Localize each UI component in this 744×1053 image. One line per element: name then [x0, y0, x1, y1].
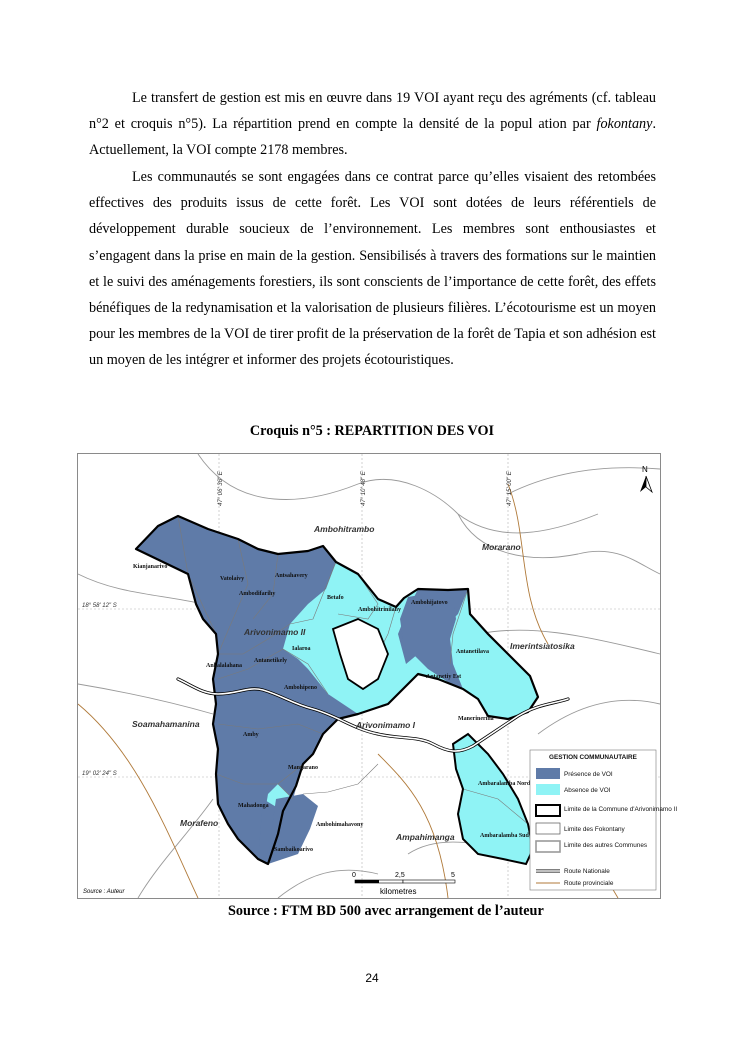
scale-bar [352, 872, 455, 896]
legend-limit-autres: Limite des autres Communes [564, 842, 648, 849]
scale-label-end: 5 [451, 872, 455, 879]
fkt-antanetilava: Antanetilava [456, 649, 489, 655]
page-number: 24 [365, 971, 379, 985]
fkt-mangarano: Mangarano [288, 765, 318, 771]
paragraph-2 [89, 164, 656, 374]
map-svg [78, 454, 678, 898]
label-imerintsiatosika: Imerintsiatosika [510, 641, 575, 651]
legend-limit-commune-text: Limite de la Commune d'Arivonimamo II [564, 806, 678, 813]
fkt-vatolaivy: Vatolaivy [220, 576, 245, 582]
ambaralamba-region [453, 734, 533, 864]
legend-swatch-presence [536, 768, 560, 779]
map-source: Source : Auteur [83, 889, 125, 895]
legend-limit-fokontany: Limite des Fokontany [564, 826, 625, 833]
legend-absence: Absence de VOI [564, 787, 611, 794]
legend-presence: Présence de VOI [564, 771, 613, 778]
scale-label-mid: 2,5 [395, 872, 405, 879]
legend-title: GESTION COMMUNAUTAIRE [549, 754, 637, 761]
label-arivonimamo-i: Arivonimamo I [356, 720, 416, 730]
paragraph-1-end: . Actuellement, la VOI compte 2178 membres. [89, 116, 656, 159]
legend-swatch-absence [536, 784, 560, 795]
paragraph-1-text: Le transfert de gestion est mis en œuvre dans 19 VOI ayant reçu des agréments (cf. tableau n°2 et croquis n°5). La répartition prend en compte la densité de la popul ation par [89, 90, 656, 133]
fkt-betafo: Betafo [327, 595, 344, 601]
label-ambohitrambo: Ambohitrambo [314, 524, 375, 534]
fkt-amby: Amby [243, 732, 259, 738]
coord-lat1: 18° 58' 12" S [82, 603, 117, 609]
north-label: N [642, 465, 648, 474]
sambaikoarivo-region [268, 794, 318, 864]
fkt-antsahavery: Antsahavery [275, 573, 308, 579]
fkt-ambohijatovo: Ambohijatovo [411, 600, 448, 606]
fkt-ialaroa: Ialaroa [292, 646, 311, 652]
coord-lon1: 47° 06' 36" E [218, 471, 224, 506]
paragraph-2-text: Les communautés se sont engagées dans ce contrat parce qu’elles visaient des retombées effectives des produits issus de cette forêt. Les VOI sont dotées de leurs référentiels de développement durable soucieux de l’environnement. Les membres sont enthousiastes et s’engagent dans la prise en main de la gestion. Sensibilisés à travers des formations sur le maintien et le suivi des aménagements forestiers, ils sont conscients de l’importance de cette forêt, des effets bénéfiques de la redynamisation et la valorisation de plusieurs filières. L’écotourisme est un moyen pour les membres de la VOI de tirer profit de la préservation de la forêt de Tapia et son adhésion est un moyen de les intégrer et informer des projets écotouristiques. [89, 169, 656, 369]
scale-unit: kilometres [380, 887, 417, 896]
scale-label-0: 0 [352, 872, 356, 879]
coord-lat2: 19° 02' 24" S [82, 771, 117, 777]
figure-caption: Source : FTM BD 500 avec arrangement de l’auteur [228, 903, 544, 919]
figure-title: Croquis n°5 : REPARTITION DES VOI [249, 423, 495, 439]
paragraph-1 [89, 85, 656, 164]
paragraph-1-italic: fokontany [596, 116, 653, 133]
fkt-manerinerina: Manerinerina [458, 716, 494, 722]
fkt-antanetiy-est: Antanetiy Est [426, 674, 462, 680]
label-morarano: Morarano [482, 542, 521, 552]
legend-limit-commune [564, 806, 677, 813]
fkt-antanetikely: Antanetikely [254, 658, 287, 664]
fkt-ankalalahana: Ankalalahana [206, 663, 243, 669]
fkt-ambohimahavony: Ambohimahavony [316, 822, 364, 828]
coord-lon2: 47° 10' 48" E [361, 471, 367, 506]
map-legend [530, 750, 677, 890]
label-ampahimanga: Ampahimanga [396, 832, 455, 842]
fkt-ambohitrinilahy: Ambohitrinilahy [358, 607, 402, 613]
fkt-mahadonga: Mahadonga [238, 803, 269, 809]
label-arivonimamo-ii: Arivonimamo II [244, 627, 306, 637]
coord-lon3: 47° 15' 00" E [507, 471, 513, 506]
fkt-ambohipeno: Ambohipeno [284, 685, 318, 691]
legend-route-nationale: Route Nationale [564, 868, 610, 875]
fkt-ambodifarihy: Ambodifarihy [239, 591, 276, 597]
label-soamahamanina: Soamahamanina [132, 719, 200, 729]
label-morafeno: Morafeno [180, 818, 219, 828]
fkt-ambaralamba-sud: Ambaralamba Sud [480, 833, 529, 839]
legend-route-provinciale: Route provinciale [564, 880, 614, 887]
fkt-sambaikoarivo: Sambaikoarivo [274, 847, 314, 853]
fkt-ambaralamba-nord: Ambaralamba Nord [478, 781, 531, 787]
map-figure [77, 453, 678, 899]
north-arrow-icon [640, 465, 652, 492]
fkt-kianjanarivo: Kianjanarivo [133, 564, 168, 570]
